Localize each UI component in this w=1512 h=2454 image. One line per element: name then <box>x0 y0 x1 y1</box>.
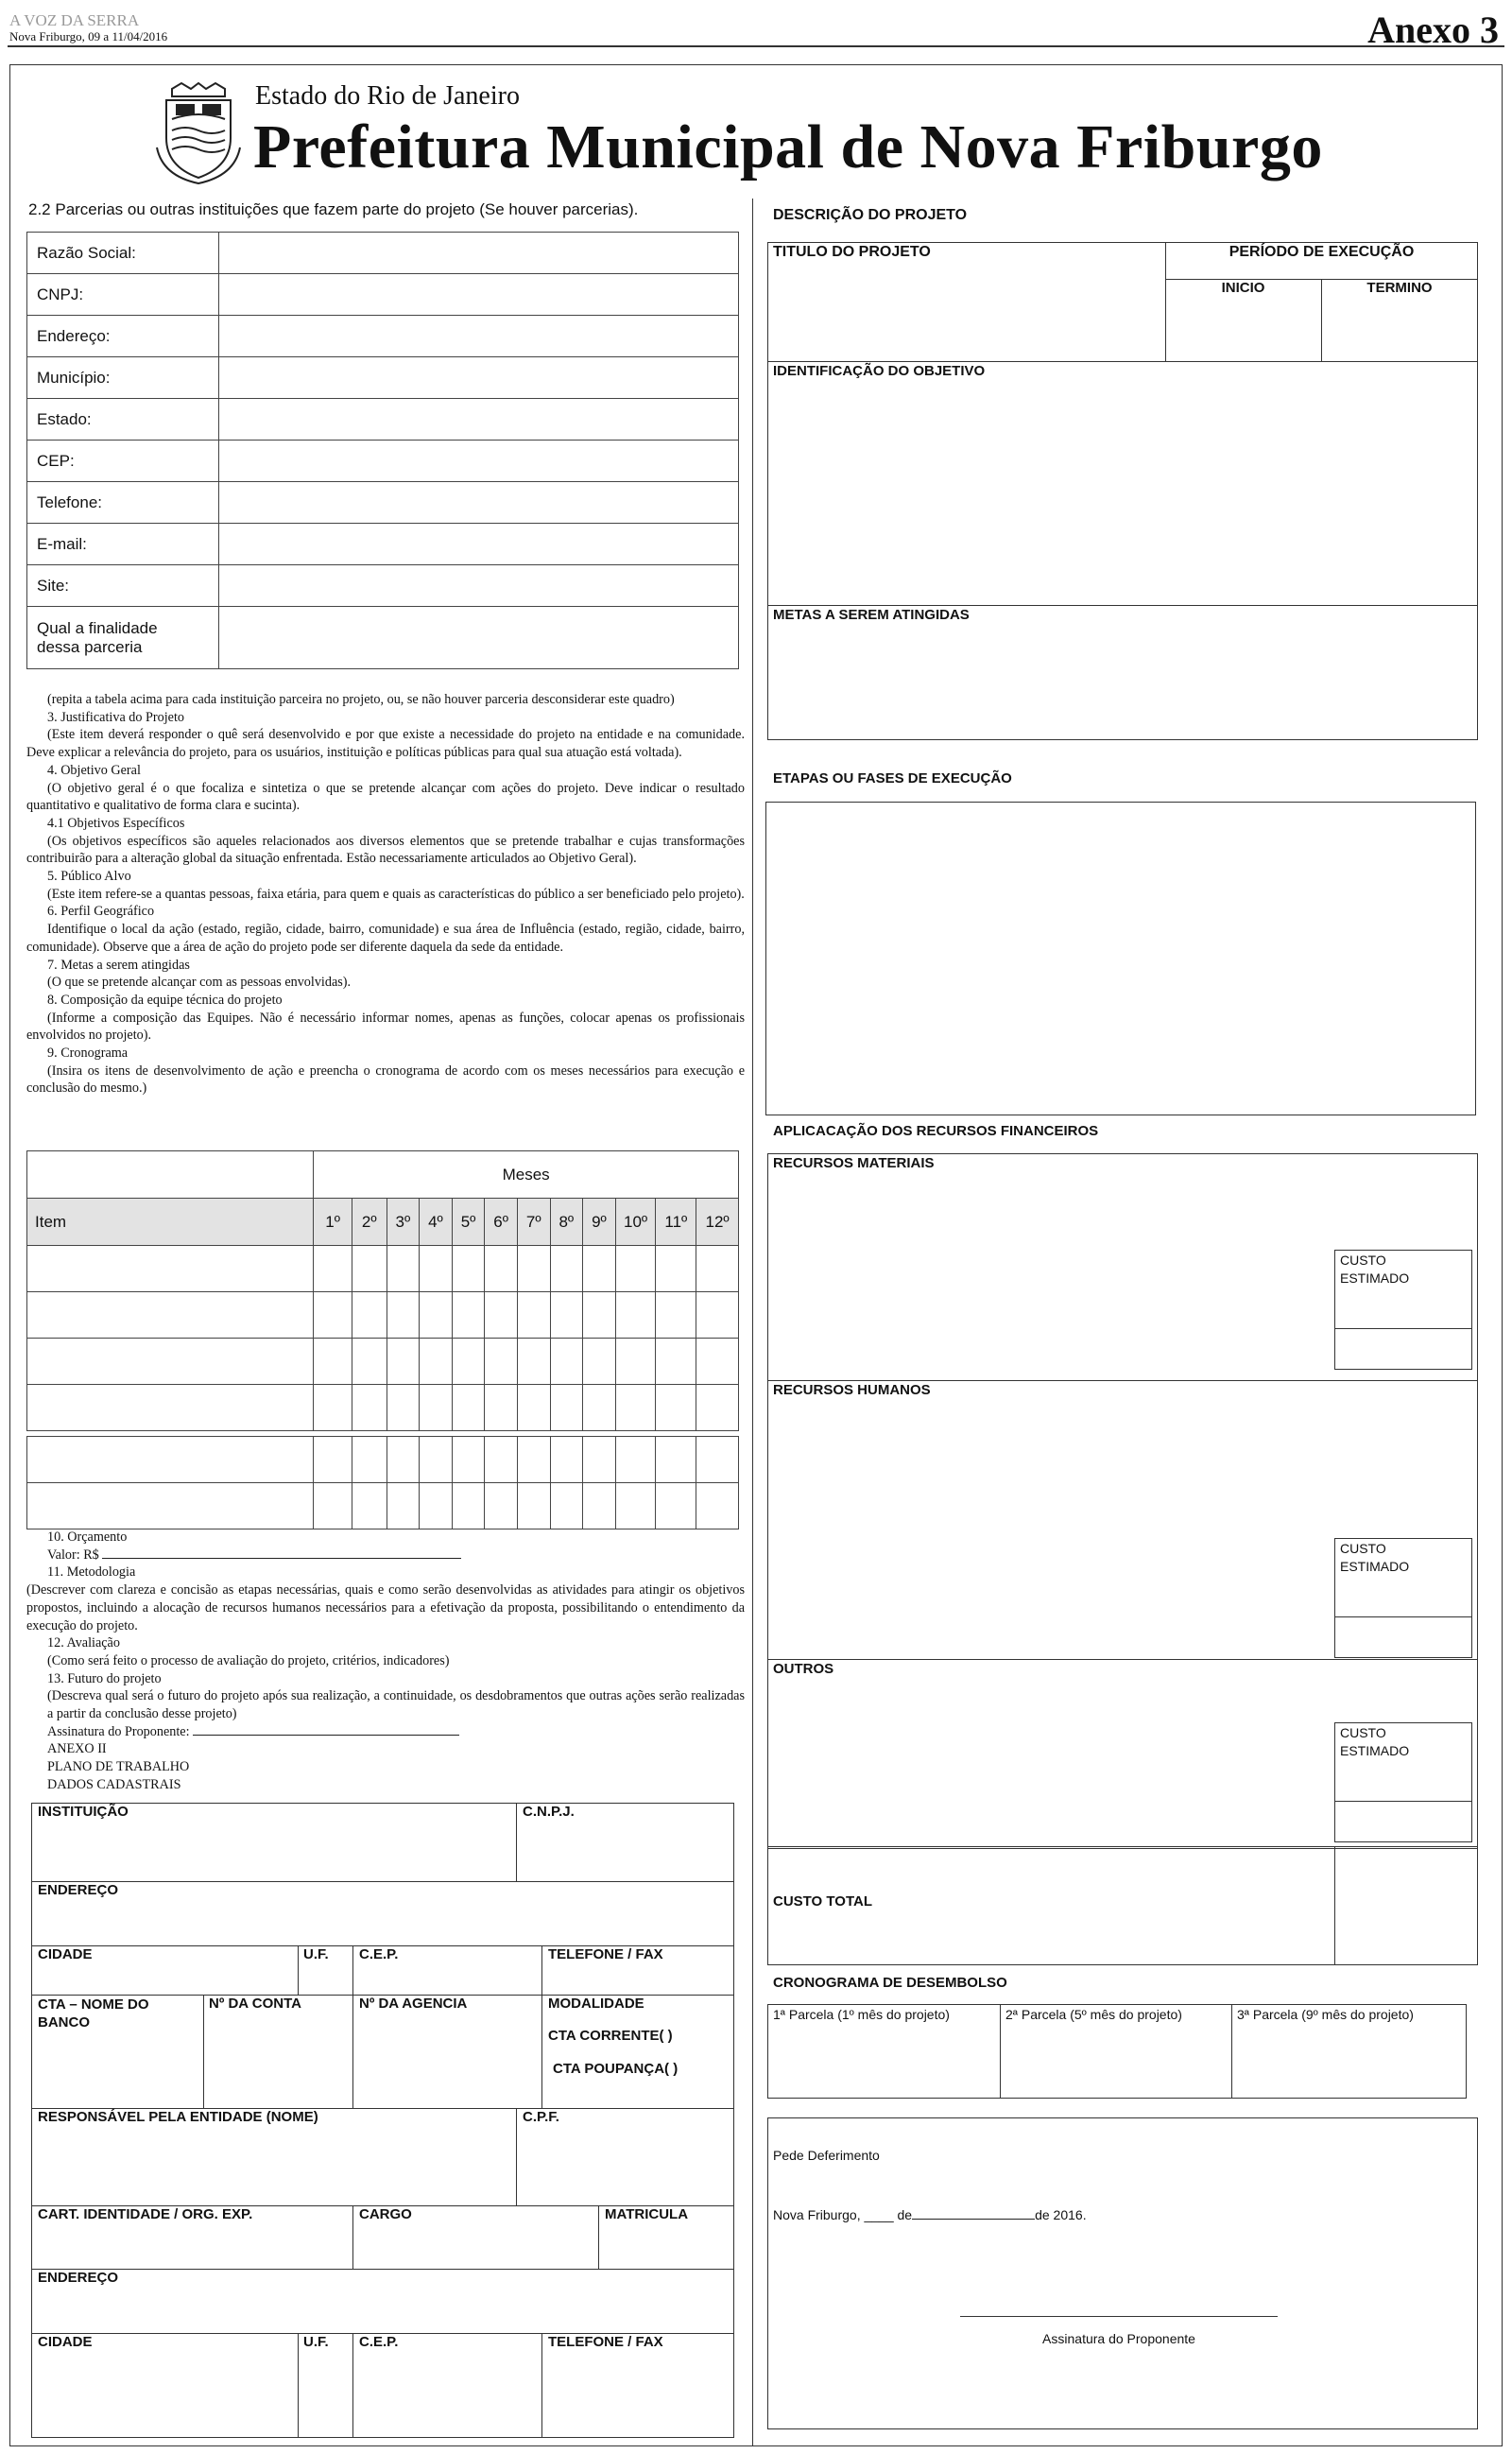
project-description-heading: DESCRIÇÃO DO PROJETO <box>773 207 968 223</box>
annex-subtitle: DADOS CADASTRAIS <box>47 1776 181 1792</box>
coat-of-arms-icon <box>153 81 244 185</box>
schedule-cell[interactable] <box>485 1292 518 1339</box>
partner-field-label: Estado: <box>27 399 219 441</box>
schedule-cell[interactable] <box>696 1385 739 1431</box>
schedule-cell[interactable] <box>517 1292 550 1339</box>
schedule-cell[interactable] <box>387 1385 420 1431</box>
request-text: Pede Deferimento <box>773 2148 880 2163</box>
schedule-cell[interactable] <box>696 1246 739 1292</box>
schedule-cell[interactable] <box>314 1339 352 1385</box>
address-label-2: ENDEREÇO <box>38 2270 119 2286</box>
form-rule <box>1334 1616 1472 1617</box>
schedule-cell[interactable] <box>696 1339 739 1385</box>
schedule-cell[interactable] <box>583 1385 616 1431</box>
schedule-cell[interactable] <box>583 1339 616 1385</box>
place-date-line: Nova Friburgo, ____ de de 2016. <box>773 2207 1087 2222</box>
schedule-cell[interactable] <box>352 1437 387 1483</box>
modality-label: MODALIDADE <box>548 1996 644 2012</box>
instructions-block-2 <box>26 1529 745 1794</box>
partner-field-input[interactable] <box>218 441 738 482</box>
schedule-cell[interactable] <box>550 1246 583 1292</box>
instruction-text: (O que se pretende alcançar com as pessoas envolvidas). <box>47 975 352 991</box>
table-row <box>27 482 739 524</box>
table-row <box>27 1246 739 1292</box>
table-row <box>27 524 739 565</box>
schedule-cell[interactable] <box>517 1437 550 1483</box>
form-rule <box>1334 1846 1335 1965</box>
schedule-cell[interactable] <box>352 1483 387 1529</box>
schedule-cell[interactable] <box>583 1292 616 1339</box>
form-rule <box>352 1945 353 2108</box>
schedule-cell[interactable] <box>550 1339 583 1385</box>
signature-line: Assinatura do Proponente: <box>26 1723 745 1741</box>
address-label: ENDEREÇO <box>38 1882 119 1898</box>
item-header: Item <box>27 1199 314 1246</box>
funds-application-heading: APLICACAÇÃO DOS RECURSOS FINANCEIROS <box>773 1123 1099 1139</box>
schedule-cell[interactable] <box>420 1339 453 1385</box>
instruction-text: (O objetivo geral é o que focaliza e sintetiza o que se pretende alcançar com ações do projeto. Deve indicar o resultado quantitativo e qualitativo de forma clara e sucinta). <box>26 780 745 814</box>
schedule-cell[interactable] <box>314 1437 352 1483</box>
partner-purpose-input[interactable] <box>218 607 738 669</box>
schedule-cell[interactable] <box>656 1246 696 1292</box>
table-row <box>27 274 739 316</box>
city-label-2: CIDADE <box>38 2334 93 2350</box>
form-rule <box>1334 1328 1472 1329</box>
schedule-cell[interactable] <box>583 1246 616 1292</box>
month-field[interactable] <box>912 2219 1035 2220</box>
phone-label-2: TELEFONE / FAX <box>548 2334 663 2350</box>
schedule-cell[interactable] <box>583 1483 616 1529</box>
partner-purpose-label: Qual a finalidade dessa parceria <box>27 607 219 669</box>
form-rule <box>1231 2004 1232 2099</box>
partner-field-label: CEP: <box>27 441 219 482</box>
cep-label: C.E.P. <box>359 1946 399 1962</box>
table-row <box>27 565 739 607</box>
bank-label: CTA – NOME DO BANCO <box>38 1996 149 2031</box>
estimated-cost-label: CUSTO ESTIMADO <box>1340 1725 1410 1758</box>
form-rule <box>767 1380 1478 1381</box>
month-header: 10º <box>615 1199 656 1246</box>
form-rule <box>203 1995 204 2108</box>
estimated-cost-label: CUSTO ESTIMADO <box>1340 1253 1410 1286</box>
schedule-cell[interactable] <box>485 1385 518 1431</box>
institution-label: INSTITUIÇÃO <box>38 1804 129 1820</box>
stages-heading: ETAPAS OU FASES DE EXECUÇÃO <box>773 770 1012 786</box>
month-header: 8º <box>550 1199 583 1246</box>
page-title: Prefeitura Municipal de Nova Friburgo <box>253 112 1323 181</box>
schedule-cell[interactable] <box>485 1246 518 1292</box>
schedule-cell[interactable] <box>314 1292 352 1339</box>
table-row <box>27 357 739 399</box>
schedule-cell[interactable] <box>615 1483 656 1529</box>
partner-field-label: Site: <box>27 565 219 607</box>
month-header: 9º <box>583 1199 616 1246</box>
form-rule <box>516 1803 517 1881</box>
partner-field-label: Endereço: <box>27 316 219 357</box>
partner-field-label: E-mail: <box>27 524 219 565</box>
partners-table <box>26 232 739 669</box>
months-header: Meses <box>314 1151 739 1199</box>
partner-field-input[interactable] <box>218 274 738 316</box>
form-rule <box>598 2205 599 2269</box>
registration-label: MATRICULA <box>605 2206 689 2222</box>
installment-3: 3ª Parcela (9º mês do projeto) <box>1237 2007 1414 2022</box>
column-divider <box>752 199 753 2446</box>
schedule-cell[interactable] <box>485 1339 518 1385</box>
month-header: 12º <box>696 1199 739 1246</box>
month-header: 11º <box>656 1199 696 1246</box>
section-heading: 10. Orçamento <box>47 1529 128 1545</box>
execution-period-label: PERÍODO DE EXECUÇÃO <box>1228 244 1415 260</box>
section-heading: 11. Metodologia <box>47 1564 136 1581</box>
schedule-cell[interactable] <box>615 1292 656 1339</box>
newspaper-dateline: Nova Friburgo, 09 a 11/04/2016 <box>9 29 168 43</box>
instruction-text: (Descreva qual será o futuro do projeto após sua realização, a continuidade, os desdobramentos que outras ações serão realizadas a partir da conclusão desse projeto) <box>47 1688 745 1722</box>
section-heading: 4. Objetivo Geral <box>47 762 141 778</box>
masthead-rule <box>8 45 1504 47</box>
partner-field-input[interactable] <box>218 482 738 524</box>
schedule-cell[interactable] <box>352 1385 387 1431</box>
agency-label: Nº DA AGENCIA <box>359 1996 468 2012</box>
instruction-text: (Os objetivos específicos são aqueles relacionados aos diversos elementos que se pretende trabalhar e cujas transformações contribuirão para a alteração global da situação enfrentada. Estão necessariamente articulados ao Objetivo Geral). <box>26 833 745 867</box>
installment-1: 1ª Parcela (1º mês do projeto) <box>773 2007 950 2022</box>
form-rule <box>352 2205 353 2269</box>
schedule-cell[interactable] <box>452 1437 485 1483</box>
partner-field-label: Telefone: <box>27 482 219 524</box>
end-label: TERMINO <box>1366 280 1433 296</box>
newspaper-name: A VOZ DA SERRA <box>9 11 140 29</box>
form-rule <box>31 1881 734 1882</box>
schedule-cell[interactable] <box>387 1483 420 1529</box>
table-row <box>27 1292 739 1339</box>
schedule-cell[interactable] <box>314 1246 352 1292</box>
project-title-label: TITULO DO PROJETO <box>773 244 931 260</box>
instruction-text: (repita a tabela acima para cada instituição parceira no projeto, ou, se não houver parceria desconsiderar este quadro) <box>47 692 675 707</box>
schedule-cell[interactable] <box>27 1292 314 1339</box>
schedule-cell[interactable] <box>420 1385 453 1431</box>
schedule-cell[interactable] <box>387 1339 420 1385</box>
stages-box[interactable] <box>765 802 1476 1115</box>
schedule-cell[interactable] <box>420 1437 453 1483</box>
table-row <box>27 1483 739 1529</box>
form-rule <box>541 2333 542 2438</box>
section-heading: 12. Avaliação <box>47 1635 120 1651</box>
instruction-text: (Como será feito o processo de avaliação do projeto, critérios, indicadores) <box>47 1652 450 1668</box>
goals-label: METAS A SEREM ATINGIDAS <box>773 607 970 623</box>
partner-field-input[interactable] <box>218 316 738 357</box>
month-header: 3º <box>387 1199 420 1246</box>
signature-rule[interactable] <box>960 2316 1278 2317</box>
description-frame <box>767 242 1478 740</box>
schedule-cell[interactable] <box>452 1339 485 1385</box>
schedule-cell[interactable] <box>615 1339 656 1385</box>
schedule-cell[interactable] <box>696 1483 739 1529</box>
schedule-cell[interactable] <box>27 1385 314 1431</box>
schedule-cell[interactable] <box>656 1437 696 1483</box>
schedule-cell[interactable] <box>314 1483 352 1529</box>
section-heading: 8. Composição da equipe técnica do projeto <box>47 992 283 1008</box>
schedule-table <box>26 1150 739 1529</box>
table-row <box>27 1437 739 1483</box>
uf-label: U.F. <box>303 1946 329 1962</box>
section-heading: 5. Público Alvo <box>47 869 131 885</box>
table-row <box>27 233 739 274</box>
schedule-cell[interactable] <box>452 1385 485 1431</box>
schedule-cell[interactable] <box>387 1246 420 1292</box>
schedule-cell[interactable] <box>550 1437 583 1483</box>
responsible-label: RESPONSÁVEL PELA ENTIDADE (NOME) <box>38 2109 318 2125</box>
schedule-corner <box>27 1151 314 1199</box>
month-header: 7º <box>517 1199 550 1246</box>
total-cost-label: CUSTO TOTAL <box>773 1893 872 1910</box>
account-label: Nº DA CONTA <box>209 1996 301 2012</box>
schedule-cell[interactable] <box>452 1246 485 1292</box>
schedule-cell[interactable] <box>352 1339 387 1385</box>
section-heading: 7. Metas a serem atingidas <box>47 957 190 973</box>
schedule-cell[interactable] <box>420 1246 453 1292</box>
table-row <box>27 399 739 441</box>
cpf-label: C.P.F. <box>523 2109 559 2125</box>
form-rule <box>31 2269 734 2270</box>
partner-field-input[interactable] <box>218 524 738 565</box>
schedule-cell[interactable] <box>656 1483 696 1529</box>
schedule-cell[interactable] <box>452 1483 485 1529</box>
signature-field[interactable] <box>193 1735 459 1736</box>
schedule-cell[interactable] <box>517 1385 550 1431</box>
schedule-cell[interactable] <box>550 1292 583 1339</box>
table-row <box>27 1339 739 1385</box>
material-resources-label: RECURSOS MATERIAIS <box>773 1155 935 1171</box>
human-resources-label: RECURSOS HUMANOS <box>773 1382 931 1398</box>
annex-subtitle: PLANO DE TRABALHO <box>47 1759 190 1775</box>
proponent-signature-label: Assinatura do Proponente <box>1042 2331 1195 2346</box>
section-heading: 4.1 Objetivos Específicos <box>47 815 185 831</box>
schedule-cell[interactable] <box>517 1483 550 1529</box>
month-header: 4º <box>420 1199 453 1246</box>
checking-account-option[interactable]: CTA CORRENTE( ) <box>548 2028 673 2044</box>
partner-field-input[interactable] <box>218 357 738 399</box>
schedule-cell[interactable] <box>452 1292 485 1339</box>
schedule-cell[interactable] <box>485 1483 518 1529</box>
annex-title: ANEXO II <box>47 1741 107 1757</box>
role-label: CARGO <box>359 2206 412 2222</box>
form-rule <box>1334 1801 1472 1802</box>
schedule-cell[interactable] <box>696 1437 739 1483</box>
savings-account-option[interactable]: CTA POUPANÇA( ) <box>553 2061 679 2077</box>
instruction-text: (Insira os itens de desenvolvimento de ação e preencha o cronograma de acordo com os meses necessários para execução e conclusão do mesmo.) <box>26 1063 745 1097</box>
form-rule <box>298 1945 299 1995</box>
month-header: 5º <box>452 1199 485 1246</box>
schedule-cell[interactable] <box>27 1246 314 1292</box>
schedule-cell[interactable] <box>550 1483 583 1529</box>
partner-field-label: Razão Social: <box>27 233 219 274</box>
partner-field-input[interactable] <box>218 233 738 274</box>
schedule-cell[interactable] <box>656 1385 696 1431</box>
cep-label-2: C.E.P. <box>359 2334 399 2350</box>
form-rule <box>767 605 1478 606</box>
schedule-cell[interactable] <box>517 1246 550 1292</box>
partners-heading: 2.2 Parcerias ou outras instituições que fazem parte do projeto (Se houver parcerias). <box>28 200 639 218</box>
installment-2: 2ª Parcela (5º mês do projeto) <box>1005 2007 1182 2022</box>
others-label: OUTROS <box>773 1661 834 1677</box>
budget-value-field[interactable] <box>102 1558 461 1559</box>
schedule-cell[interactable] <box>387 1292 420 1339</box>
schedule-cell[interactable] <box>696 1292 739 1339</box>
table-row <box>27 1199 739 1246</box>
schedule-cell[interactable] <box>485 1437 518 1483</box>
section-heading: 3. Justificativa do Projeto <box>47 709 185 725</box>
schedule-cell[interactable] <box>656 1292 696 1339</box>
schedule-cell[interactable] <box>550 1385 583 1431</box>
instruction-text: (Informe a composição das Equipes. Não é necessário informar nomes, apenas as funções, colocar apenas os profissionais envolvidos no projeto). <box>26 1010 745 1044</box>
schedule-cell[interactable] <box>27 1437 314 1483</box>
form-rule <box>352 2333 353 2438</box>
instruction-text: Identifique o local da ação (estado, região, cidade, bairro, comunidade) e sua área de Influência (estado, região, cidade, bairro, comunidade). Observe que a área de ação do projeto pode ser diferente daquela da sede da entidade. <box>26 922 745 955</box>
id-card-label: CART. IDENTIDADE / ORG. EXP. <box>38 2206 253 2222</box>
instruction-text: (Este item refere-se a quantas pessoas, faixa etária, para quem e quais as características do público a ser beneficiado pelo projeto). <box>47 886 745 902</box>
schedule-cell[interactable] <box>27 1483 314 1529</box>
budget-line: Valor: R$ <box>26 1547 745 1564</box>
schedule-cell[interactable] <box>352 1292 387 1339</box>
schedule-cell[interactable] <box>615 1246 656 1292</box>
partner-field-label: CNPJ: <box>27 274 219 316</box>
annex-label: Anexo 3 <box>1367 9 1499 51</box>
instruction-text: (Descrever com clareza e concisão as etapas necessárias, quais e como serão desenvolvidas as atividades para atingir os objetivos propostos, incluindo a alocação de recursos humanos necessários para a efetivação da proposta, possibilitando o entendimento da execução do projeto. <box>26 1582 745 1633</box>
form-rule <box>767 1659 1478 1660</box>
form-rule <box>1000 2004 1001 2099</box>
form-rule <box>767 361 1478 362</box>
schedule-cell[interactable] <box>420 1292 453 1339</box>
cnpj-label: C.N.P.J. <box>523 1804 575 1820</box>
objective-label: IDENTIFICAÇÃO DO OBJETIVO <box>773 363 986 379</box>
uf-label-2: U.F. <box>303 2334 329 2350</box>
table-row <box>27 1385 739 1431</box>
section-heading: 9. Cronograma <box>47 1046 129 1062</box>
schedule-cell[interactable] <box>352 1246 387 1292</box>
table-row <box>27 316 739 357</box>
schedule-cell[interactable] <box>517 1339 550 1385</box>
section-heading: 13. Futuro do projeto <box>47 1670 162 1686</box>
phone-label: TELEFONE / FAX <box>548 1946 663 1962</box>
table-row <box>27 607 739 669</box>
schedule-cell[interactable] <box>583 1437 616 1483</box>
table-row <box>27 441 739 482</box>
schedule-cell[interactable] <box>387 1437 420 1483</box>
schedule-cell[interactable] <box>420 1483 453 1529</box>
month-header: 1º <box>314 1199 352 1246</box>
partner-field-label: Município: <box>27 357 219 399</box>
schedule-cell[interactable] <box>27 1339 314 1385</box>
start-label: INICIO <box>1221 280 1265 296</box>
schedule-cell[interactable] <box>314 1385 352 1431</box>
partner-field-input[interactable] <box>218 565 738 607</box>
table-row <box>27 1151 739 1199</box>
section-heading: 6. Perfil Geográfico <box>47 904 155 920</box>
total-cost-box <box>767 1846 1478 1965</box>
schedule-cell[interactable] <box>615 1437 656 1483</box>
instruction-text: (Este item deverá responder o quê será desenvolvido e por que existe a necessidade do projeto na entidade e na comunidade. Deve explicar a relevância do projeto, para os usuários, instituição e políticas públicas para qual sua atuação está voltada). <box>26 727 745 761</box>
form-rule <box>516 2108 517 2205</box>
month-header: 6º <box>485 1199 518 1246</box>
schedule-cell[interactable] <box>656 1339 696 1385</box>
city-label: CIDADE <box>38 1946 93 1962</box>
form-rule <box>541 1945 542 2108</box>
instructions-block <box>26 691 745 1097</box>
form-rule <box>298 2333 299 2438</box>
state-name: Estado do Rio de Janeiro <box>255 81 520 111</box>
request-box <box>767 2117 1478 2429</box>
disbursement-heading: CRONOGRAMA DE DESEMBOLSO <box>773 1975 1007 1991</box>
schedule-cell[interactable] <box>615 1385 656 1431</box>
partner-field-input[interactable] <box>218 399 738 441</box>
month-header: 2º <box>352 1199 387 1246</box>
estimated-cost-label: CUSTO ESTIMADO <box>1340 1541 1410 1574</box>
